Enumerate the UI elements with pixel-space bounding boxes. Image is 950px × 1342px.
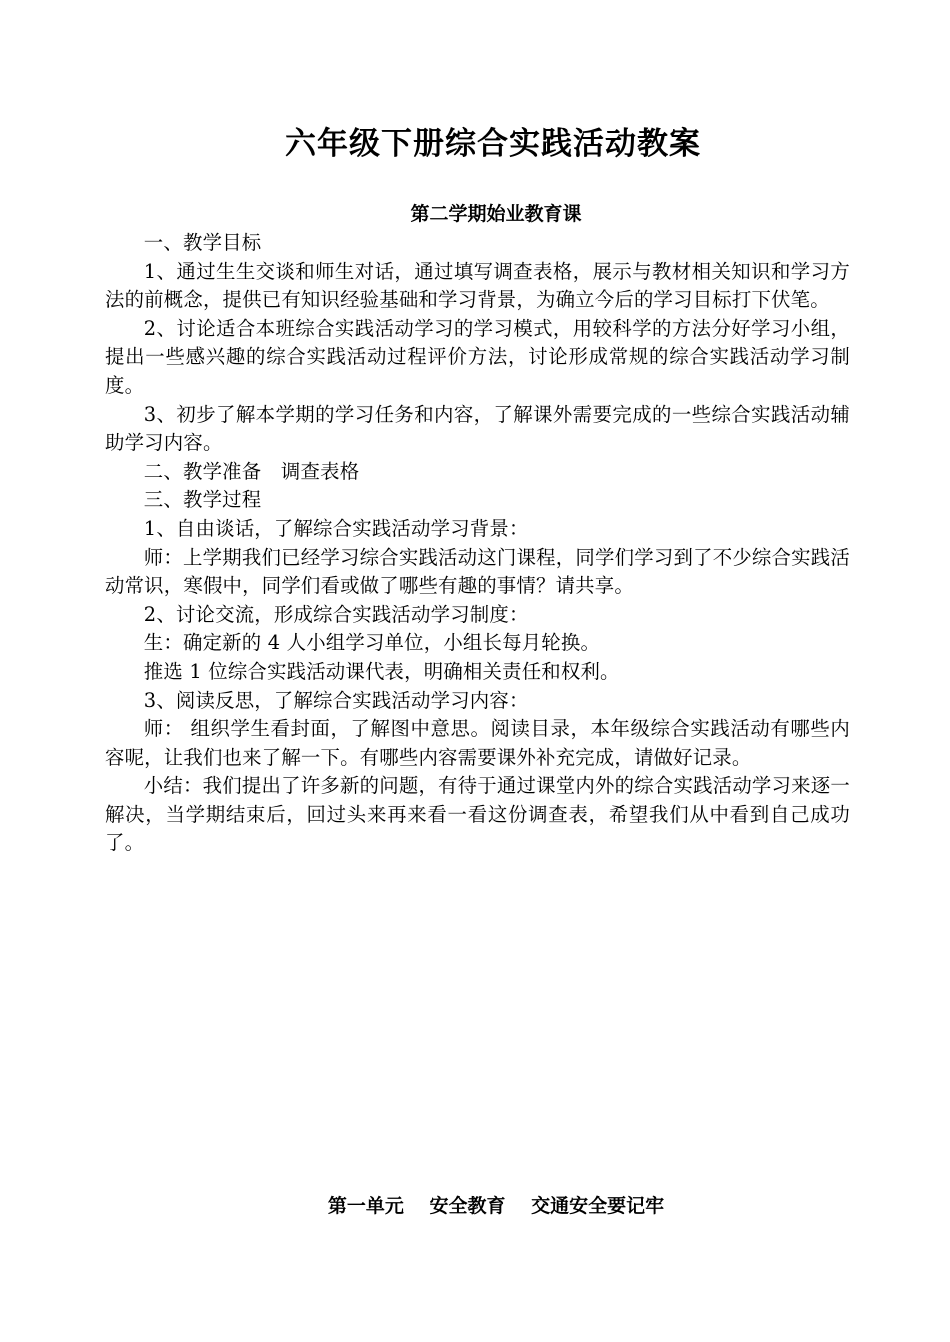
heading-teaching-goals: 一、教学目标	[143, 231, 262, 254]
student-line-1: 生：确定新的 4 人小组学习单位，小组长每月轮换。	[143, 631, 601, 655]
process-step-3: 3、阅读反思，了解综合实践活动学习内容：	[143, 688, 529, 712]
representative-line: 推选 1 位综合实践活动课代表，明确相关责任和权利。	[143, 659, 620, 683]
summary-paragraph: 小结：我们提出了许多新的问题，有待于通过课堂内外的综合实践活动学习来逐一解决，当学期结束后，回过头来再来看一看这份调查表，希望我们从中看到自己成功了。	[105, 774, 850, 855]
section-title-unit-one: 第一单元 安全教育 交通安全要记牢	[327, 1195, 665, 1217]
goal-paragraph-2: 2、讨论适合本班综合实践活动学习的学习模式，用较科学的方法分好学习小组，提出一些感兴趣的综合实践活动过程评价方法，讨论形成常规的综合实践活动学习制度。	[105, 316, 850, 397]
teacher-line-2: 师： 组织学生看封面，了解图中意思。阅读目录，本年级综合实践活动有哪些内容呢，让我们也来了解一下。有哪些内容需要课外补充完成，请做好记录。	[105, 717, 850, 769]
teacher-line-1: 师：上学期我们已经学习综合实践活动这门课程，同学们学习到了不少综合实践活动常识，寒假中，同学们看或做了哪些有趣的事情？请共享。	[105, 545, 850, 598]
process-step-1: 1、自由谈话，了解综合实践活动学习背景：	[143, 516, 529, 540]
goal-paragraph-3: 3、初步了解本学期的学习任务和内容，了解课外需要完成的一些综合实践活动辅助学习内容。	[105, 402, 850, 455]
section-title-start-of-term: 第二学期始业教育课	[410, 203, 582, 225]
heading-teaching-preparation: 二、教学准备 调查表格	[143, 459, 360, 483]
lesson-body	[105, 229, 850, 858]
process-step-2: 2、讨论交流，形成综合实践活动学习制度：	[143, 602, 529, 626]
heading-teaching-process: 三、教学过程	[143, 488, 262, 512]
goal-paragraph-1: 1、通过生生交谈和师生对话，通过填写调查表格，展示与教材相关知识和学习方法的前概念，提供已有知识经验基础和学习背景，为确立今后的学习目标打下伏笔。	[105, 259, 850, 312]
document-title: 六年级下册综合实践活动教案	[285, 126, 701, 162]
